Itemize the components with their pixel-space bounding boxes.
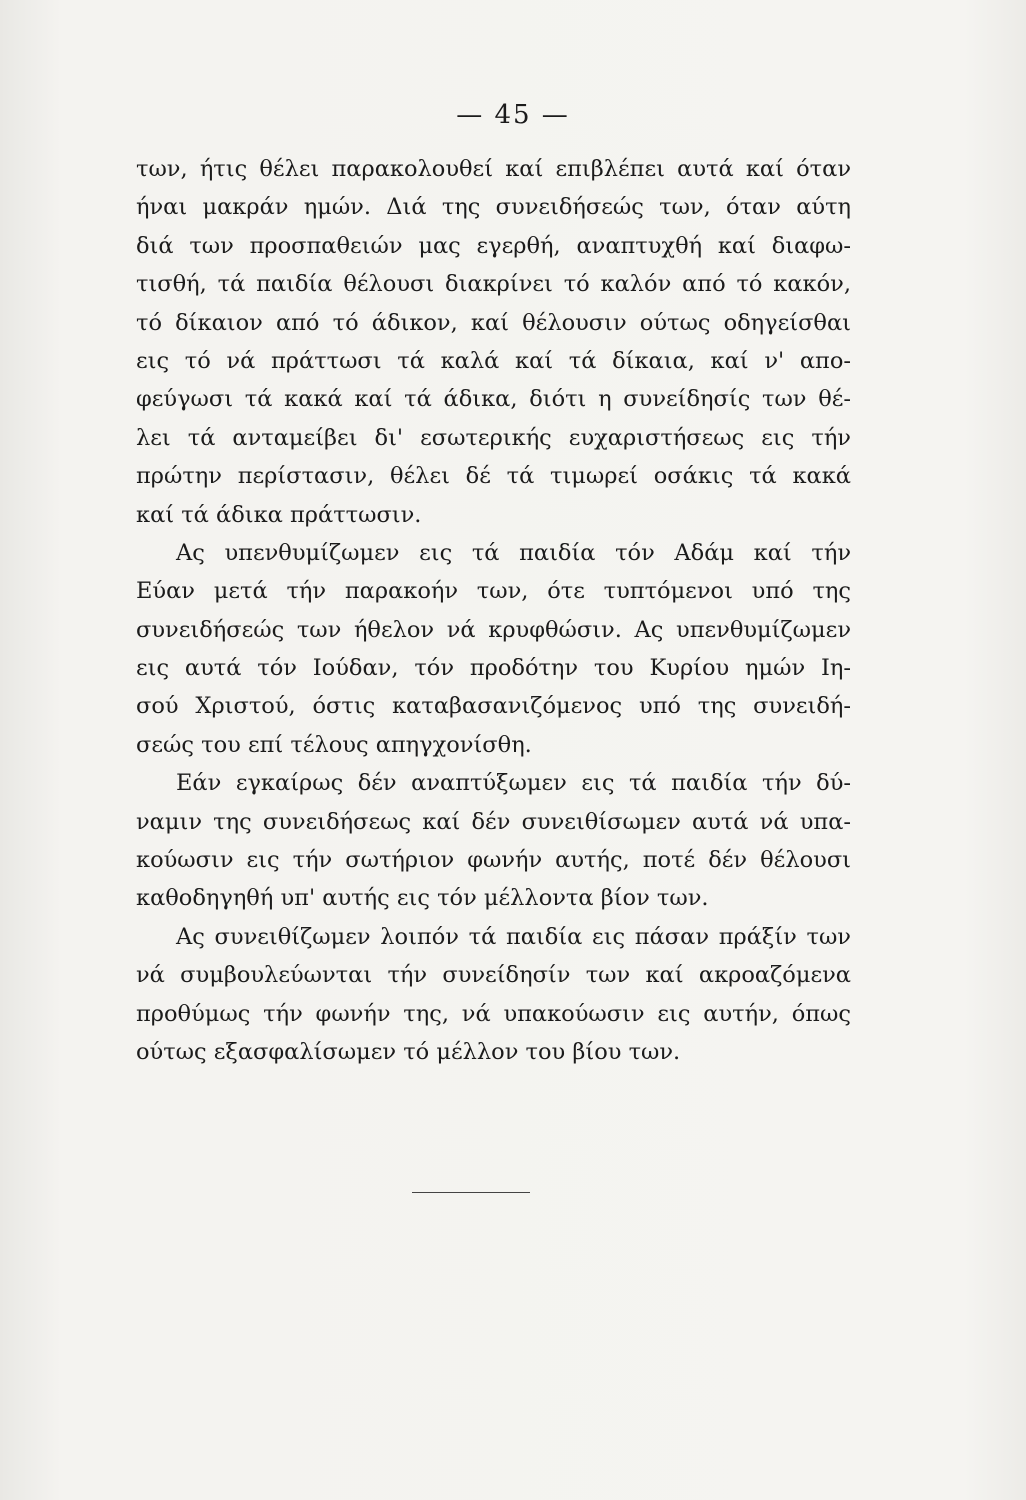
body-text (136, 150, 851, 1071)
text-line: σεώς του επί τέλους απηγχονίσθη. (136, 731, 532, 758)
text-line: τισθή, τά παιδία θέλουσι διακρίνει τό καλόν από τό κακόν, (136, 271, 851, 298)
text-line: εις τό νά πράττωσι τά καλά καί τά δίκαια, καί ν' απο- (136, 347, 851, 374)
text-line: ούτως εξασφαλίσωμεν τό μέλλον του βίου των. (136, 1038, 681, 1065)
text-line: Εύαν μετά τήν παρακοήν των, ότε τυπτόμενοι υπό της (136, 578, 851, 605)
text-line: σού Χριστού, όστις καταβασανιζόμενος υπό της συνειδή- (136, 693, 851, 720)
text-line: διά των προσπαθειών μας εγερθή, αναπτυχθή καί διαφω- (136, 232, 851, 259)
text-line: ναμιν της συνειδήσεως καί δέν συνειθίσωμεν αυτά νά υπα- (136, 808, 851, 835)
text-line: πρώτην περίστασιν, θέλει δέ τά τιμωρεί οσάκις τά κακά (136, 463, 851, 490)
text-line: Ας συνειθίζωμεν λοιπόν τά παιδία εις πάσαν πράξίν των (176, 923, 851, 950)
text-line: προθύμως τήν φωνήν της, νά υπακούωσιν εις αυτήν, όπως (136, 1000, 851, 1027)
text-line: των, ήτις θέλει παρακολουθεί καί επιβλέπει αυτά καί όταν (136, 156, 851, 182)
text-line: νά συμβουλεύωνται τήν συνείδησίν των καί ακροαζόμενα (136, 962, 851, 989)
text-line: καί τά άδικα πράττωσιν. (136, 501, 422, 528)
page-number: — 45 — (456, 100, 570, 130)
text-line: τό δίκαιον από τό άδικον, καί θέλουσιν ούτως οδηγείσθαι (136, 309, 851, 336)
text-line: συνειδήσεώς των ήθελον νά κρυφθώσιν. Ας υπενθυμίζωμεν (136, 616, 851, 643)
text-line: ήναι μακράν ημών. Διά της συνειδήσεώς των, όταν αύτη (136, 194, 851, 221)
text-line: φεύγωσι τά κακά καί τά άδικα, διότι η συνείδησίς των θέ- (136, 386, 851, 413)
text-line: κούωσιν εις τήν σωτήριον φωνήν αυτής, ποτέ δέν θέλουσι (136, 847, 851, 874)
section-divider (412, 1192, 530, 1193)
text-line: εις αυτά τόν Ιούδαν, τόν προδότην του Κυρίου ημών Ιη- (136, 655, 851, 682)
text-line: Ας υπενθυμίζωμεν εις τά παιδία τόν Αδάμ καί τήν (176, 539, 851, 566)
text-line: λει τά ανταμείβει δι' εσωτερικής ευχαριστήσεως εις τήν (136, 424, 851, 451)
text-line: Εάν εγκαίρως δέν αναπτύξωμεν εις τά παιδία τήν δύ- (176, 770, 851, 797)
text-line: καθοδηγηθή υπ' αυτής εις τόν μέλλοντα βίον των. (136, 885, 709, 912)
